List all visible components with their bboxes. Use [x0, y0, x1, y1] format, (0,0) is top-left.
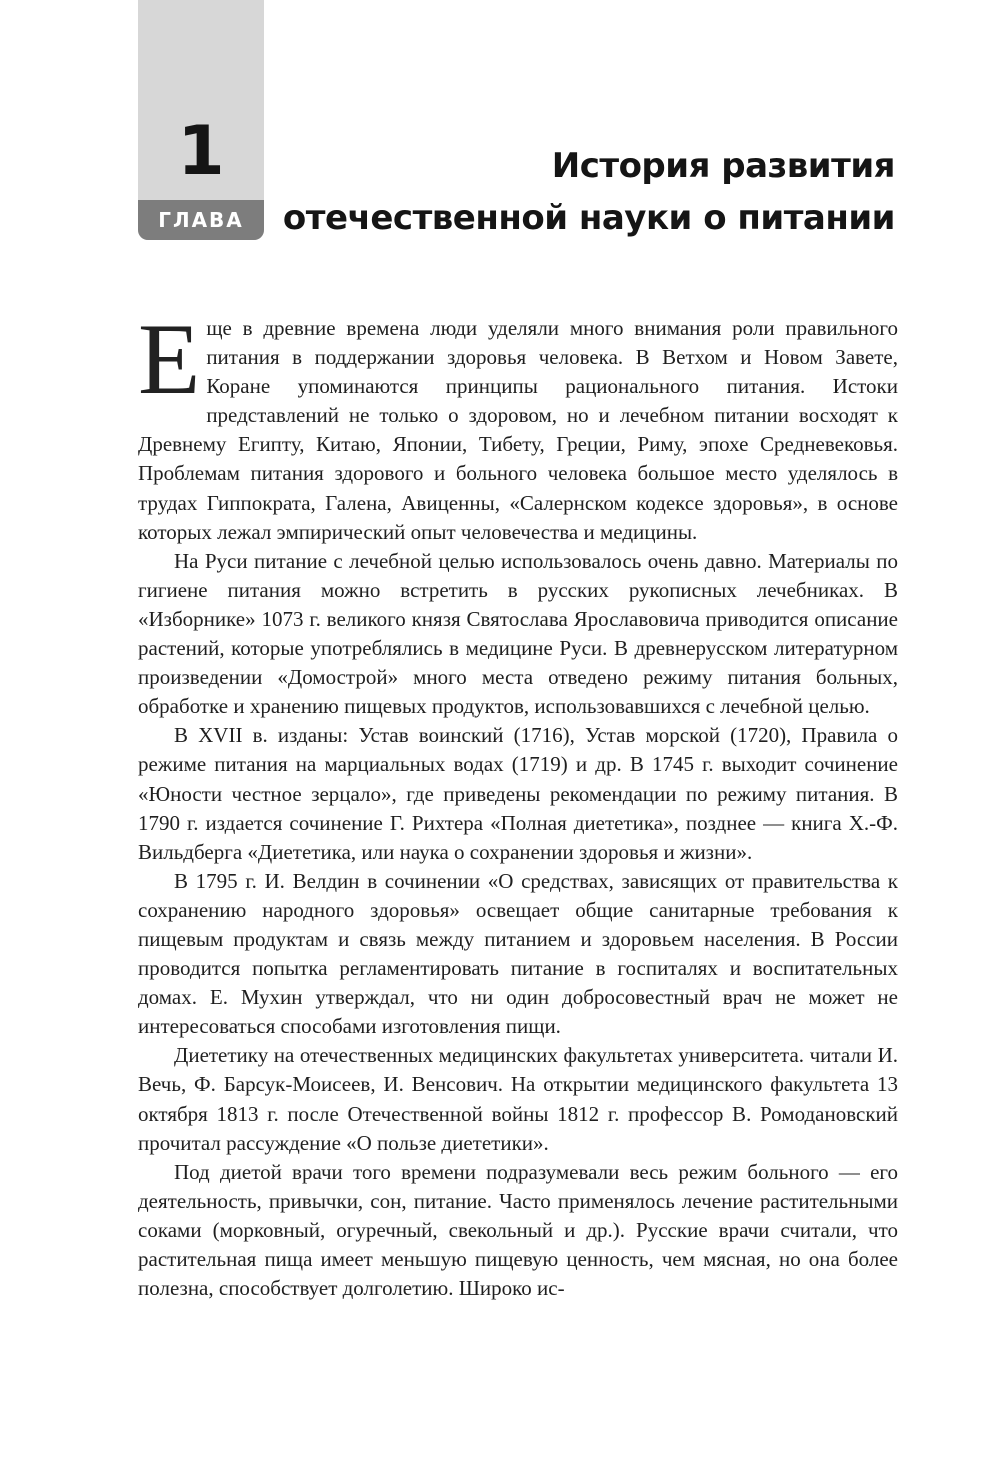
paragraph-2: На Руси питание с лечебной целью использовалось очень давно. Материалы по гигиене питания можно встретить в русских рукописных лечебниках. В «Изборнике» 1073 г. великого князя Святослава Ярославовича приводится описание растений, которые употреблялись в медицине Руси. В древнерусском литературном произведении «Домострой» много места отведено режиму питания больных, обработке и хранению пищевых продуктов, использовавшихся с лечебной целью.	[138, 548, 898, 719]
paragraph-3: В XVII в. изданы: Устав воинский (1716), Устав морской (1720), Правила о режиме питания на марциальных водах (1719) и др. В 1745 г. выходит сочинение «Юности честное зерцало», где приведены рекомендации по режиму питания. В 1790 г. издается сочинение Г. Рихтера «Полная диететика», позднее — книга Х.-Ф. Вильдберга «Диететика, или наука о сохранении здоровья и жизни».	[138, 723, 898, 864]
chapter-title-line-2: отечественной науки о питании	[282, 198, 895, 238]
paragraph-4: В 1795 г. И. Велдин в сочинении «О средствах, зависящих от правительства к сохранению народного здоровья» освещает общие санитарные требования к пищевым продуктам и связь между питанием и здоровьем населения. В России проводится попытка регламентировать питание в госпиталях и воспитательных домах. Е. Мухин утверждал, что ни один добросовестный врач не может не интересоваться способами изготовления пищи.	[138, 868, 898, 1039]
paragraph-5: Диететику на отечественных медицинских факультетах университета. читали И. Вечь, Ф. Барсук-Моисеев, И. Венсович. На открытии медицинского факультета 13 октября 1813 г. после Отечественной войны 1812 г. профессор В. Ромодановский прочитал рассуждение «О пользе диететики».	[138, 1043, 898, 1155]
paragraph-1-text: ще в древние времена люди уделяли много внимания роли правильного питания в поддержании здоровья человека. В Ветхом и Новом Завете, Коране упоминаются принципы рационального питания. Истоки представлений не только о здоровом, но и лечебном питании восходят к Древнему Египту, Китаю, Японии, Тибету, Греции, Риму, эпохе Средневековья. Проблемам питания здорового и больного человека большое место уделялось в трудах Гиппократа, Галена, Авиценны, «Салернском кодексе здоровья», в основе которых лежал эмпирический опыт человечества и медицины.	[138, 316, 898, 544]
chapter-number: 1	[177, 112, 225, 191]
paragraph-6: Под диетой врачи того времени подразумевали весь режим больного — его деятельность, привычки, сон, питание. Часто применялось лечение растительными соками (морковный, огуречный, свекольный и др.). Русские врачи считали, что растительная пища имеет меньшую пищевую ценность, чем мясная, но она более полезна, способствует долголетию. Широко ис-	[138, 1159, 898, 1301]
chapter-title	[275, 140, 895, 244]
paragraph-1	[138, 303, 898, 547]
chapter-label: ГЛАВА	[138, 200, 264, 240]
drop-cap: Е	[138, 303, 201, 416]
chapter-title-line-1: История развития	[551, 146, 895, 186]
chapter-tab	[138, 0, 264, 240]
body-text	[138, 303, 898, 1303]
